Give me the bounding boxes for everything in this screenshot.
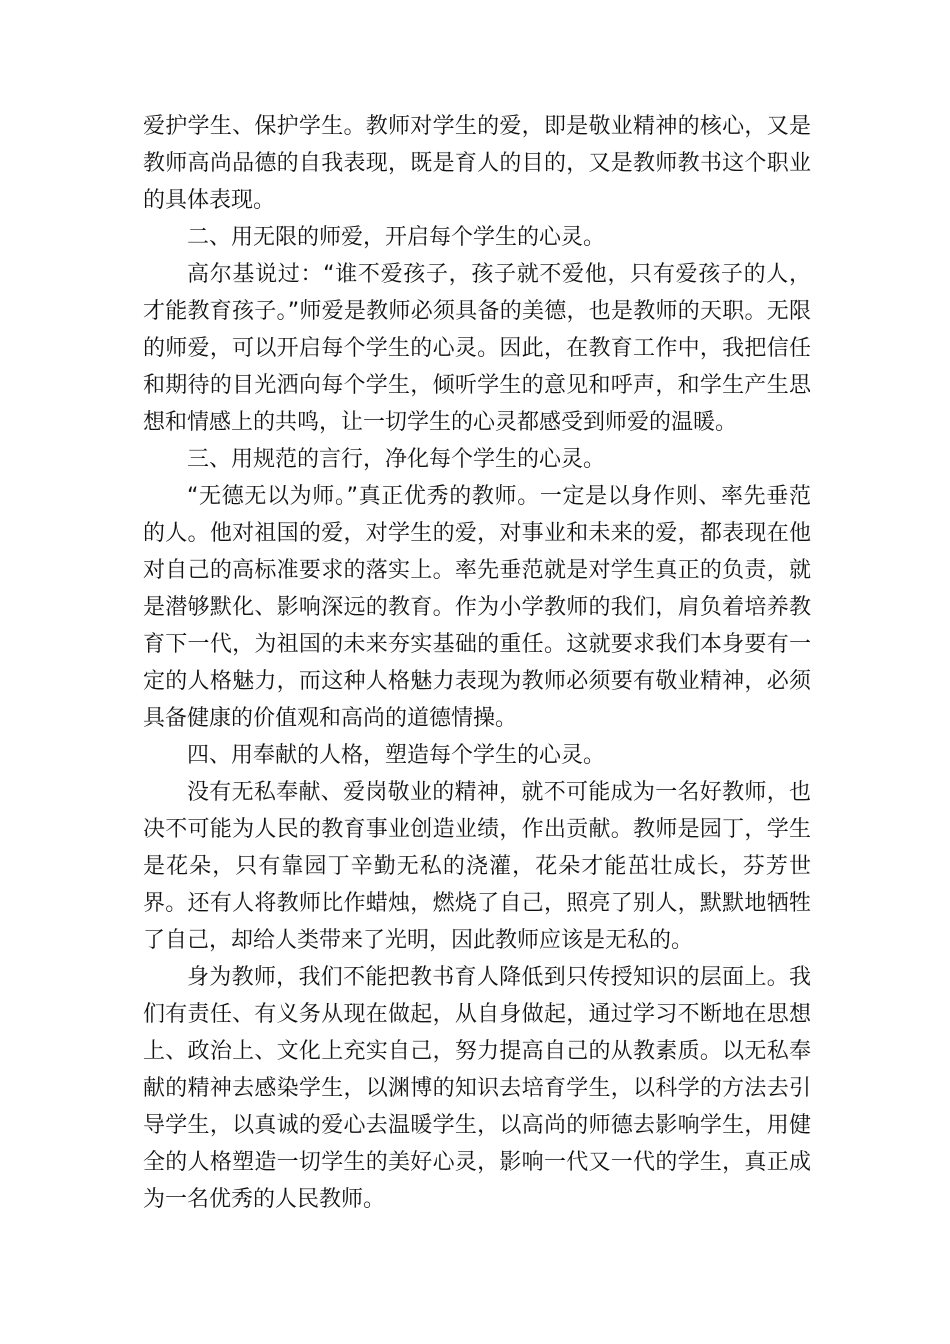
paragraph-conclusion: 身为教师，我们不能把教书育人降低到只传授知识的层面上。我们有责任、有义务从现在做起，从自身做起，通过学习不断地在思想上、政治上、文化上充实自己，努力提高自己的从教素质。以无私奉献的精神去感染学生，以渊博的知识去培育学生，以科学的方法去引导学生，以真诚的爱心去温暖学生，以高尚的师德去影响学生，用健全的人格塑造一切学生的美好心灵，影响一代又一代的学生，真正成为一名优秀的人民教师。 — [143, 965, 811, 1212]
paragraph-gorky-quote: 高尔基说过：“谁不爱孩子，孩子就不爱他，只有爱孩子的人，才能教育孩子。”师爱是教师必须具备的美德，也是教师的天职。无限的师爱，可以开启每个学生的心灵。因此，在教育工作中，我把信任和期待的目光洒向每个学生，倾听学生的意见和呼声，和学生产生思想和情感上的共鸣，让一切学生的心灵都感受到师爱的温暖。 — [143, 262, 811, 435]
paragraph-continuation: 爱护学生、保护学生。教师对学生的爱，即是敬业精神的核心，又是教师高尚品德的自我表现，既是育人的目的，又是教师教书这个职业的具体表现。 — [143, 114, 811, 213]
paragraph-role-model: “无德无以为师。”真正优秀的教师。一定是以身作则、率先垂范的人。他对祖国的爱，对学生的爱，对事业和未来的爱，都表现在他对自己的高标准要求的落实上。率先垂范就是对学生真正的负责，就是潜够默化、影响深远的教育。作为小学教师的我们，肩负着培养教育下一代，为祖国的未来夯实基础的重任。这就要求我们本身要有一定的人格魅力，而这种人格魅力表现为教师必须要有敬业精神，必须具备健康的价值观和高尚的道德情操。 — [143, 484, 811, 731]
section-heading-four: 四、用奉献的人格，塑造每个学生的心灵。 — [187, 743, 606, 768]
section-heading-two: 二、用无限的师爱，开启每个学生的心灵。 — [187, 225, 606, 250]
paragraph-dedication: 没有无私奉献、爱岗敬业的精神，就不可能成为一名好教师，也决不可能为人民的教育事业创造业绩，作出贡献。教师是园丁，学生是花朵，只有靠园丁辛勤无私的浇灌，花朵才能茁壮成长，芬芳世界。还有人将教师比作蜡烛，燃烧了自己，照亮了别人，默默地牺牲了自己，却给人类带来了光明，因此教师应该是无私的。 — [143, 780, 811, 953]
section-heading-three: 三、用规范的言行，净化每个学生的心灵。 — [187, 447, 606, 472]
document-body — [143, 108, 811, 1218]
